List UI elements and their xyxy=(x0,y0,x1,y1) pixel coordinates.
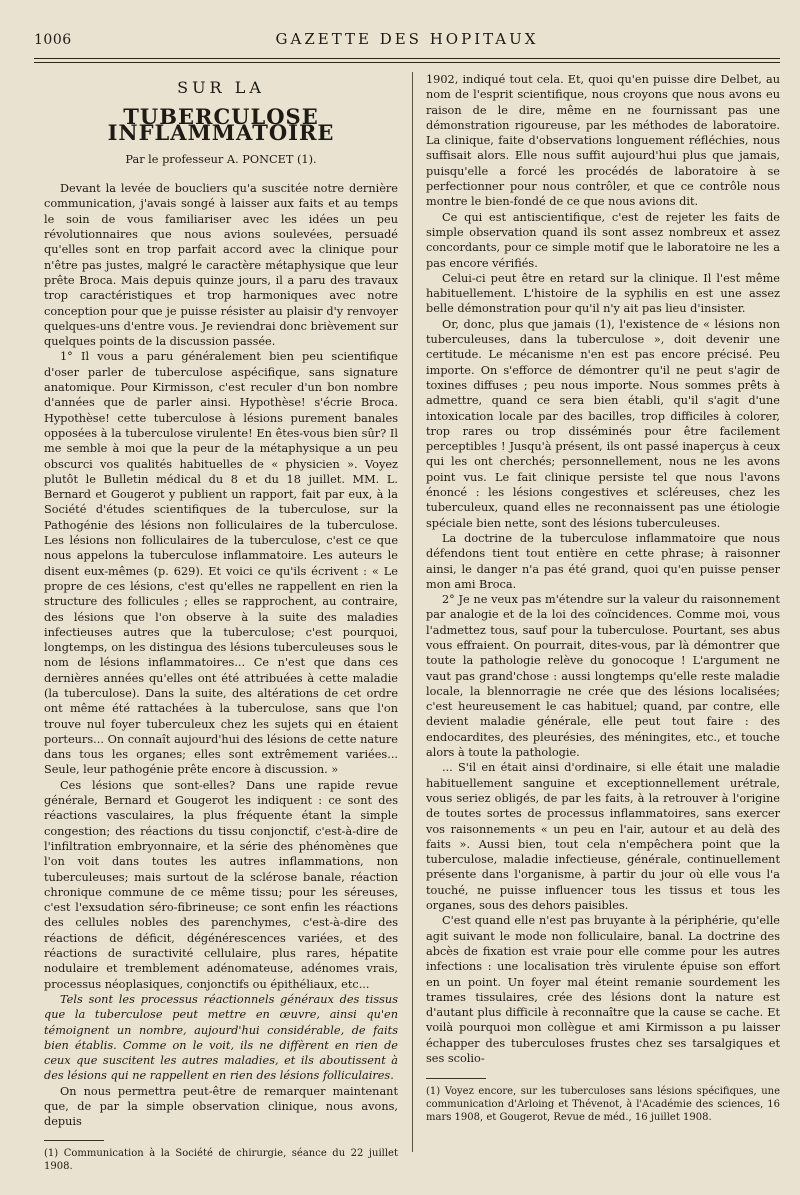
right-column xyxy=(426,72,780,1124)
paragraph: Ce qui est antiscientifique, c'est de rejeter les faits de simple observation quand ils sont assez nombreux et assez concordants, pour ce simple motif que le laboratoire ne les a pas encore vérifiés. xyxy=(426,210,780,270)
header-rule-thin xyxy=(34,62,780,63)
paragraph: Tels sont les processus réactionnels généraux des tissus que la tuberculose peut mettre en œuvre, ainsi qu'en témoignent un nombre, aujourd'hui considérable, de faits bien établis. Comme on le voit, ils ne diffèrent en rien de ceux que suscitent les autres maladies, et ils aboutissent à des lésions qui ne rappellent en rien des lésions folliculaires. xyxy=(44,992,398,1083)
article-label: SUR LA xyxy=(177,78,265,97)
paragraph: La doctrine de la tuberculose inflammatoire que nous défendons tient tout entière en cette phrase; à raisonner ainsi, le danger n'a pas été grand, quoi qu'en puisse penser mon ami Broca. xyxy=(426,531,780,591)
column-divider xyxy=(412,72,413,1152)
footnote: (1) Communication à la Société de chirurgie, séance du 22 juillet 1908. xyxy=(44,1147,398,1172)
left-column xyxy=(44,72,398,1173)
paragraph: 1° Il vous a paru généralement bien peu scientifique d'oser parler de tuberculose aspécifique, sans signature anatomique. Pour Kirmisson, c'est reculer d'un bon nombre d'années que de parler ainsi. Hypothèse! s'écrie Broca. Hypothèse! cette tuberculose à lésions purement banales opposées à la tuberculose virulente! En êtes-vous bien sûr? Il me semble à moi que la peur de la métaphysique a un peu obscurci vos qualités habituelles de « physicien ». Voyez plutôt le Bulletin médical du 8 et du 18 juillet. MM. L. Bernard et Gougerot y publient un rapport, fait par eux, à la Société d'études scientifiques de la tuberculose, sur la Pathogénie des lésions non folliculaires de la tuberculose. Les lésions non folliculaires de la tuberculose, c'est ce que nous appelons la tuberculose inflammatoire. Les auteurs le disent eux-mêmes (p. 629). Et voici ce qu'ils écrivent : « Le propre de ces lésions, c'est qu'elles ne rappellent en rien la structure des follicules ; elles se rapprochent, au contraire, des lésions que l'on observe à la suite des maladies infectieuses autres que la tuberculose; c'est pourquoi, longtemps, on les distingua des lésions tuberculeuses sous le nom de lésions inflammatoires... Ce n'est que dans ces dernières années qu'elles ont été attribuées à cette maladie (la tuberculose). Dans la suite, des altérations de cet ordre ont même été rattachées à la tuberculose, sans que l'on trouve nul foyer tuberculeux chez les sujets qui en étaient porteurs... On connaît aujourd'hui des lésions de cette nature dans tous les organes; elles sont extrêmement variées... Seule, leur pathogénie prête encore à discussion. » xyxy=(44,350,398,777)
page-number: 1006 xyxy=(34,32,72,48)
paragraph: On nous permettra peut-être de remarquer maintenant que, de par la simple observation clinique, nous avons, depuis xyxy=(44,1084,398,1129)
paragraph: Or, donc, plus que jamais (1), l'existence de « lésions non tuberculeuses, dans la tuberculose », doit devenir une certitude. Le mécanisme n'en est pas encore précisé. Peu importe. On s'efforce de démontrer qu'il ne peut s'agir de toxines diffuses ; peu nous importe. Nous sommes prêts à admettre, quand ce sera bien établi, qu'il s'agit d'une intoxication locale par des bacilles, trop difficiles à colorer, trop rares ou trop disséminés pour être facilement perceptibles ! Jusqu'à présent, ils ont passé inaperçus à ceux qui les ont cherchés; personnellement, nous ne les avons point vus. Le fait clinique persiste tel que nous l'avons énoncé : les lésions congestives et scléreuses, chez les tuberculeux, quand elles ne reconnaissent pas une étiologie spéciale bien nette, sont des lésions tuberculeuses. xyxy=(426,317,780,530)
paragraph: Devant la levée de boucliers qu'a suscitée notre dernière communication, j'avais songé à laisser aux faits et au temps le soin de vous familiariser avec les idées un peu révolutionnaires que nous avions soulevées, persuadé qu'elles sont en trop parfait accord avec la clinique pour n'être pas justes, malgré le caractère métaphysique que leur prête Broca. Mais depuis quinze jours, il a paru des travaux trop caractéristiques et trop harmoniques avec notre conception pour que je puisse résister au plaisir d'y renvoyer quelques-uns d'entre vous. Je reviendrai donc brièvement sur quelques points de la discussion passée. xyxy=(44,182,398,349)
paragraph: C'est quand elle n'est pas bruyante à la périphérie, qu'elle agit suivant le mode non folliculaire, banal. La doctrine des abcès de fixation est vraie pour elle comme pour les autres infections : une localisation très virulente épuise son effort en un point. Un foyer mal éteint remanie sourdement les trames tissulaires, crée des lésions dont la nature est d'autant plus difficile à reconnaître que la cause se cache. Et voilà pourquoi mon collègue et ami Kirmisson a pu laisser échapper des tuberculoses frustes chez ses tarsalgiques et ses scolio- xyxy=(426,914,780,1065)
header-rule-thick xyxy=(34,58,780,59)
paragraph: Ces lésions que sont-elles? Dans une rapide revue générale, Bernard et Gougerot les indiquent : ce sont des réactions vasculaires, la plus fréquente étant la simple congestion; des réactions du tissu conjonctif, c'est-à-dire de l'infiltration embryonnaire, et la série des phénomènes que l'on voit dans toutes les autres inflammations, non tuberculeuses; mais surtout de la sclérose banale, réaction chronique commune de ce même tissu; pour les séreuses, c'est l'exsudation séro-fibrineuse; ce sont enfin les réactions des cellules nobles des parenchymes, c'est-à-dire des réactions de déficit, dégénérescences variées, et des réactions de suractivité cellulaire, plus rares, hépatite nodulaire et tremblement adénomateuse, adénomes vrais, processus néoplasiques, conjonctifs ou épithéliaux, etc... xyxy=(44,778,398,991)
footnote-rule xyxy=(44,1140,104,1141)
paragraph: 2° Je ne veux pas m'étendre sur la valeur du raisonnement par analogie et de la loi des coïncidences. Comme moi, vous l'admettez tous, sauf pour la tuberculose. Pourtant, ses abus vous effraient. On pourrait, dites-vous, par là démontrer que toute la pathologie relève du gonocoque ! L'argument ne vaut pas grand'chose : aussi longtemps qu'elle reste maladie locale, la blennorragie ne crée que des lésions localisées; c'est heureusement le cas habituel; quand, par contre, elle devient maladie générale, elle peut tout faire : des endocardites, des pleurésies, des méningites, etc., et touche alors à toute la pathologie. xyxy=(426,593,780,760)
footnote-rule xyxy=(426,1078,486,1079)
paragraph: ... S'il en était ainsi d'ordinaire, si elle était une maladie habituellement sanguine et exceptionnellement urétrale, vous seriez obligés, de par les faits, à la retrouver à l'origine de toutes sortes de processus inflammatoires, sans exercer vos raisonnements « un peu en l'air, autour et au delà des faits ». Aussi bien, tout cela n'empêchera point que la tuberculose, maladie infectieuse, générale, continuellement présente dans l'organisme, à partir du jour où elle vous l'a touché, ne puisse influencer tous les tissus et tous les organes, sous des dehors paisibles. xyxy=(426,761,780,913)
page-header xyxy=(34,26,780,50)
footnote: (1) Voyez encore, sur les tuberculoses sans lésions spécifiques, une communication d'Arloing et Thévenot, à l'Académie des sciences, 16 mars 1908, et Gougerot, Revue de méd., 16 juillet 1908. xyxy=(426,1086,780,1124)
paragraph: Celui-ci peut être en retard sur la clinique. Il l'est même habituellement. L'histoire de la syphilis en est une assez belle démonstration pour qu'il n'y ait pas lieu d'insister. xyxy=(426,271,780,316)
paragraph: 1902, indiqué tout cela. Et, quoi qu'en puisse dire Delbet, au nom de l'esprit scientifique, nous croyons que nous avons eu raison de le dire, même en ne fournissant pas une démonstration rigoureuse, par les méthodes de laboratoire. La clinique, faite d'observations longuement réfléchies, nous suffisait alors. Elle nous suffit aujourd'hui plus que jamais, puisqu'elle a forcé les procédés de laboratoire à se perfectionner pour nous contrôler, et que ce contrôle nous montre le bien-fondé de ce que nous avions dit. xyxy=(426,73,780,209)
article-title: TUBERCULOSE INFLAMMATOIRE xyxy=(107,104,335,145)
article-byline: Par le professeur A. PONCET (1). xyxy=(125,152,317,166)
journal-title: GAZETTE DES HOPITAUX xyxy=(275,30,539,48)
